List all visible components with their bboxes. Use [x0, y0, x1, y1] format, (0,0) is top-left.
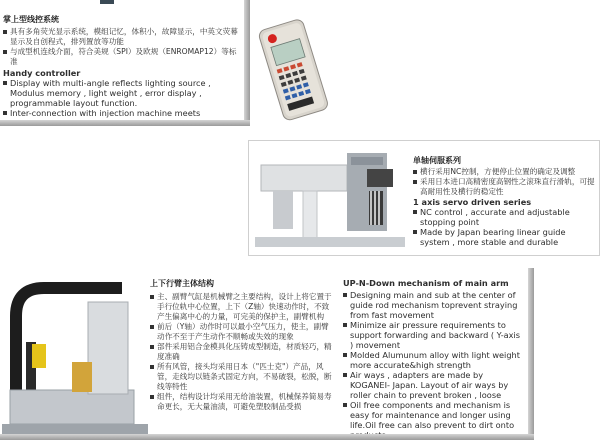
handy-controller-card	[0, 0, 250, 126]
product-photo-fragment	[100, 0, 114, 4]
feature-item: 所有风管，接头均采用日本（"匹士克"）产品，风管，走线均以链条式固定方向，不易破裂，松脱，断线等特性	[150, 362, 335, 392]
card-shadow-bottom	[0, 434, 534, 440]
servo-unit-photo	[255, 151, 405, 247]
feature-item-en: Made by Japan bearing linear guide system , more stable and durable	[413, 227, 597, 247]
feature-item: 横行采用NC控制，方便停止位置的确定及调整	[413, 167, 597, 177]
section-title-en: 1 axis servo driven series	[413, 197, 532, 207]
feature-item-en: Air ways , adapters are made by KOGANEI- Japan. Layout of air ways by roller chain to prevent broken , loose	[343, 370, 525, 400]
feature-item-en: Designing main and sub at the center of guide rod mechanism toprevent straying from fast movement	[343, 290, 525, 320]
feature-item-en: NC control , accurate and adjustable stopping point	[413, 207, 597, 227]
feature-item: 采用日本进口高精密度高钢性之滚珠直行滑轨，可提高耐用性及横行的稳定性	[413, 177, 597, 197]
main-arm-photo	[2, 272, 148, 436]
feature-item-en: Oil free components and mechanism is easy for maintenance and longer using life.Oil free can also prevent to dirt onto	[343, 400, 525, 440]
section-title-en: UP-N-Down mechanism of main arm	[343, 278, 509, 288]
feature-item: 部件采用铝合金模具化压铸成型制造，材质轻巧，精度准确	[150, 342, 335, 362]
section-title: 单轴伺服系列	[413, 156, 461, 165]
feature-item-en: Display with multi-angle reflects lighting source , Modulus memory , light weight , error display , programmable layout function.	[3, 78, 243, 108]
handy-controller-photo	[252, 12, 340, 124]
card-shadow-bottom	[0, 120, 250, 126]
feature-item: 具有多角荧光显示系统，模组记忆，体积小，故障显示，中英文荧幕显示及自创程式，排列置放等功能	[3, 27, 243, 47]
card-shadow-right	[528, 268, 534, 440]
card-shadow-right	[244, 0, 250, 126]
feature-item: 主、副臂气缸是机械臂之主要结构，设计上将它置于手行位轨中心位置，上下（Z轴）快速动作时，不致产生偏离中心的力量，可完美的保护主，副臂机构	[150, 292, 335, 322]
feature-item: 与成型机连线介面，符合美规（SPI）及欧规（ENROMAP12）等标准	[3, 47, 243, 67]
feature-item-en: Molded Alumunum alloy with light weight more accurate&high strength	[343, 350, 525, 370]
feature-item: 组件，结构设计均采用无给油装置，机械保养简易寿命更长，无大量油渍，可避免塑胶制品受损	[150, 392, 335, 412]
section-title: 上下行臂主体结构	[150, 279, 214, 288]
feature-item-en: Inter-connection with injection machine meets	[3, 108, 243, 128]
section-title: 掌上型线控系统	[3, 15, 59, 24]
section-title-en: Handy controller	[3, 68, 81, 78]
servo-series-card	[248, 140, 600, 256]
feature-item: 前后（Y轴）动作时可以最小空气压力，使主，副臂动作不至于产生动作不顺畅或失效的现象	[150, 322, 335, 342]
main-arm-card	[0, 268, 534, 440]
feature-item-en: Minimize air pressure requirements to support forwarding and backward ( Y-axis ) movement	[343, 320, 525, 350]
